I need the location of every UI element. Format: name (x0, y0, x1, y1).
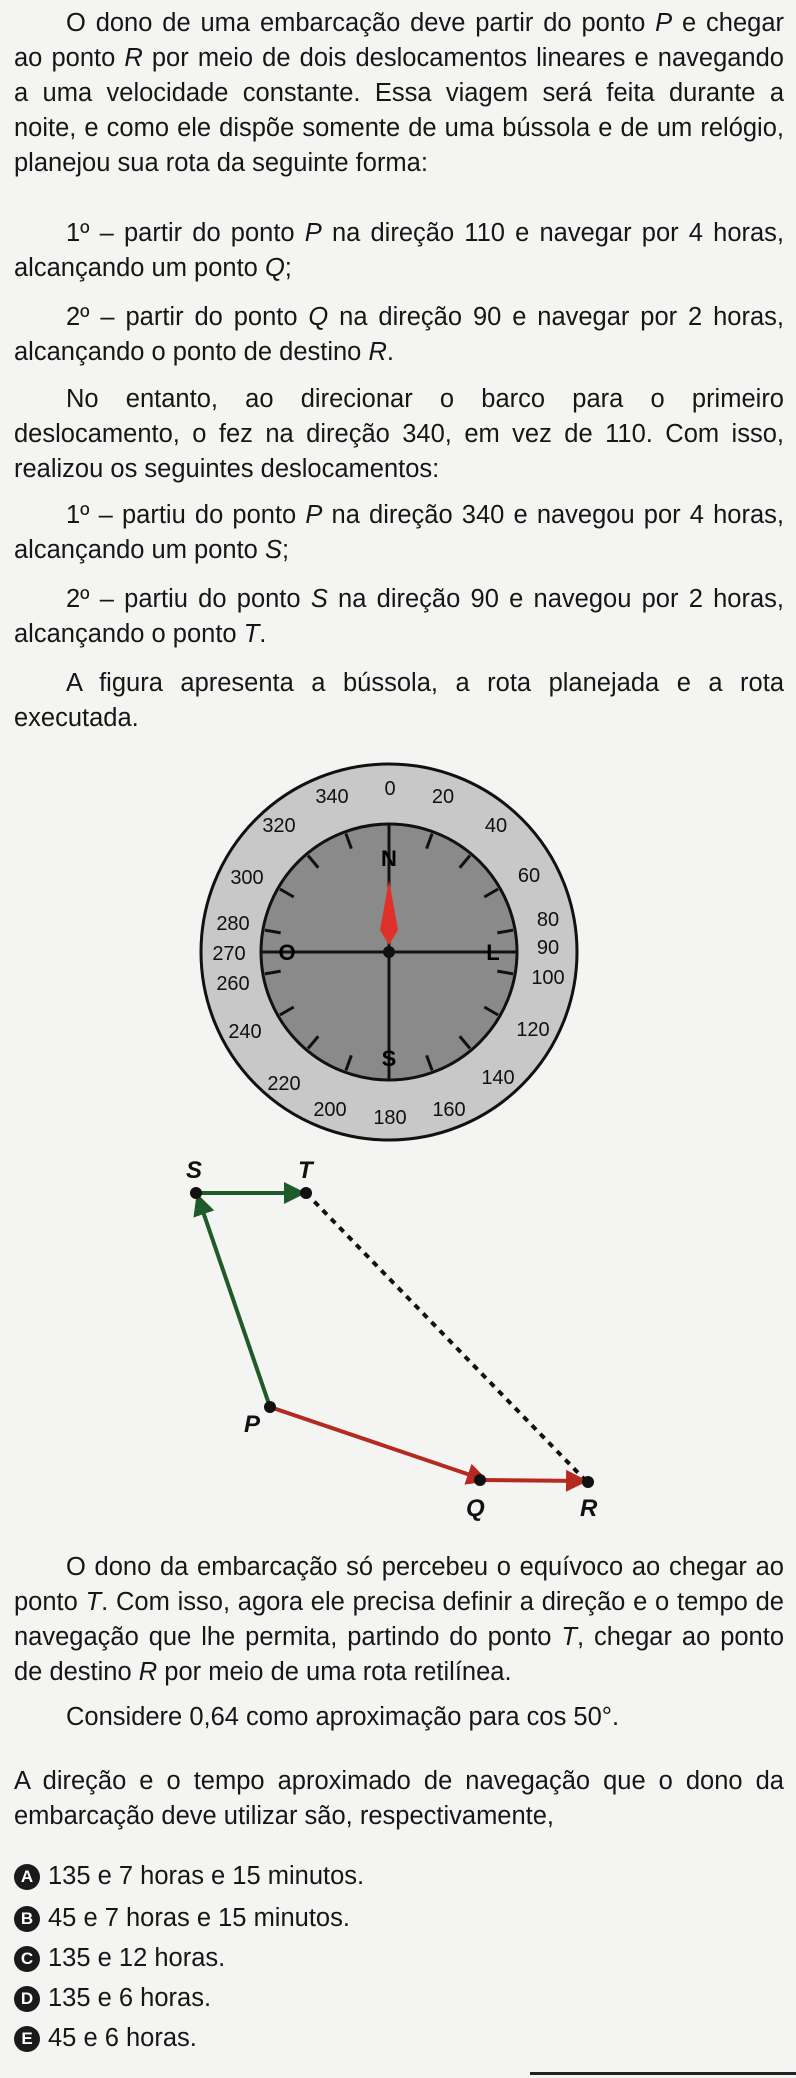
exec-step-2-point: S (310, 585, 328, 613)
label-t: T (298, 1157, 313, 1184)
compass-pivot (383, 946, 395, 958)
point-q (474, 1474, 486, 1486)
degree-label: 300 (230, 867, 264, 889)
option-a-badge: A (14, 1864, 40, 1890)
point-r-ref: R (124, 44, 143, 72)
compass-west-label: O (278, 940, 296, 965)
label-r: R (580, 1495, 598, 1522)
degree-label: 0 (384, 778, 396, 800)
plan-step-2-text: na direção 90 e navegar por 2 horas, alcançando o ponto de destino (14, 303, 784, 366)
point-p-ref: P (655, 9, 673, 37)
label-p: P (244, 1411, 261, 1438)
after-figure-text-1: O dono da embarcação só percebeu o equívoco ao chegar ao ponto (14, 1553, 784, 1616)
question-stem: A direção e o tempo aproximado de navegação que o dono da embarcação deve utilizar são, respectivamente, (14, 1767, 784, 1830)
intro-text-1: O dono de uma embarcação deve partir do ponto (66, 9, 656, 37)
degree-label: 20 (431, 786, 455, 808)
figure-caption: A figura apresenta a bússola, a rota planejada e a rota executada. (14, 669, 784, 732)
route-diagram (186, 1157, 598, 1522)
option-e-text: 45 e 6 horas. (48, 2024, 197, 2052)
exec-step-1-text: na direção 340 e navegou por 4 horas, alcançando um ponto (14, 501, 784, 564)
degree-label: 80 (536, 909, 560, 931)
compass-south-label: S (381, 1046, 397, 1071)
label-s: S (186, 1157, 203, 1184)
option-b-badge: B (14, 1906, 40, 1932)
exec-step-2-end-point: T (243, 620, 260, 648)
after-figure-text-2: . Com isso, agora ele precisa definir a direção e o tempo de navegação que lhe permita, partindo do ponto (14, 1588, 784, 1651)
intro-text-2: e chegar ao ponto (14, 9, 785, 72)
compass (201, 764, 577, 1140)
option-a[interactable] (14, 1860, 364, 1892)
route-t-to-r-dotted (306, 1193, 588, 1483)
degree-label: 270 (212, 943, 246, 965)
plan-step-2-label: 2º – partir do ponto (66, 303, 309, 331)
point-t-ref-2: T (561, 1623, 577, 1651)
option-d[interactable] (14, 1982, 211, 2014)
after-figure-paragraph (14, 1550, 784, 1690)
degree-label: 180 (373, 1107, 407, 1129)
degree-label: 60 (517, 865, 541, 887)
option-b-text: 45 e 7 horas e 15 minutos. (48, 1904, 350, 1932)
option-a-text: 135 e 7 horas e 15 minutos. (48, 1862, 365, 1890)
option-d-text: 135 e 6 horas. (48, 1984, 212, 2012)
route-p-to-s (198, 1197, 270, 1407)
plan-step-2-point: Q (308, 303, 329, 331)
degree-label: 200 (313, 1099, 347, 1121)
after-figure-text-4: por meio de uma rota retilínea. (157, 1658, 512, 1686)
plan-step-2-end: . (386, 338, 394, 366)
route-q-to-r (482, 1480, 584, 1481)
exec-step-2-text: na direção 90 e navegou por 2 horas, alcançando o ponto (14, 585, 784, 648)
after-figure-text-3: , chegar ao ponto de destino (14, 1623, 785, 1686)
degree-label: 220 (267, 1073, 301, 1095)
exec-step-2-end: . (259, 620, 267, 648)
degree-label: 240 (228, 1021, 262, 1043)
exec-step-1-end: ; (281, 536, 290, 564)
point-t-ref: T (85, 1588, 102, 1616)
degree-label: 260 (216, 973, 250, 995)
exec-step-1-end-point: S (264, 536, 282, 564)
plan-step-2-end-point: R (368, 338, 387, 366)
plan-step-1-point: P (304, 219, 322, 247)
consider-paragraph: Considere 0,64 como aproximação para cos 50°. (66, 1703, 620, 1731)
compass-east-label: L (486, 940, 500, 965)
degree-label: 340 (315, 786, 349, 808)
exec-step-2-label: 2º – partiu do ponto (66, 585, 311, 613)
exec-step-1-point: P (305, 501, 323, 529)
degree-label: 40 (484, 815, 508, 837)
degree-label: 320 (262, 815, 296, 837)
point-r-ref-2: R (138, 1658, 158, 1686)
option-c-text: 135 e 12 horas. (48, 1944, 226, 1972)
point-s (190, 1187, 202, 1199)
option-b[interactable] (14, 1902, 350, 1934)
point-r (582, 1476, 594, 1488)
degree-label: 160 (432, 1099, 466, 1121)
deviation-paragraph: No entanto, ao direcionar o barco para o primeiro deslocamento, o fez na direção 340, em vez de 110. Com isso, realizou os seguintes deslocamentos: (14, 385, 784, 483)
plan-step-1-end: ; (284, 254, 292, 282)
degree-label: 90 (536, 937, 560, 959)
option-e-badge: E (14, 2026, 40, 2052)
plan-step-1-end-point: Q (264, 254, 285, 282)
exec-step-1-label: 1º – partiu do ponto (66, 501, 306, 529)
option-c-badge: C (14, 1946, 40, 1972)
degree-label: 140 (481, 1067, 515, 1089)
degree-label: 100 (531, 967, 565, 989)
plan-step-1-text: na direção 110 e navegar por 4 horas, alcançando um ponto (14, 219, 785, 282)
intro-text-3: por meio de dois deslocamentos lineares e navegando a uma velocidade constante. Essa viagem será feita durante a noite, e como ele dispõe somente de uma bússola e de um relógio, planejou sua rota da seguinte forma: (14, 44, 784, 177)
option-e[interactable] (14, 2022, 197, 2054)
route-p-to-q (270, 1407, 485, 1480)
degree-label: 280 (216, 913, 250, 935)
option-c[interactable] (14, 1942, 225, 1974)
degree-label: 120 (516, 1019, 550, 1041)
point-t (300, 1187, 312, 1199)
option-d-badge: D (14, 1986, 40, 2012)
compass-north-label: N (381, 846, 397, 871)
point-p (264, 1401, 276, 1413)
plan-step-1-label: 1º – partir do ponto (66, 219, 305, 247)
label-q: Q (466, 1495, 485, 1522)
bottom-rule (530, 2072, 796, 2075)
